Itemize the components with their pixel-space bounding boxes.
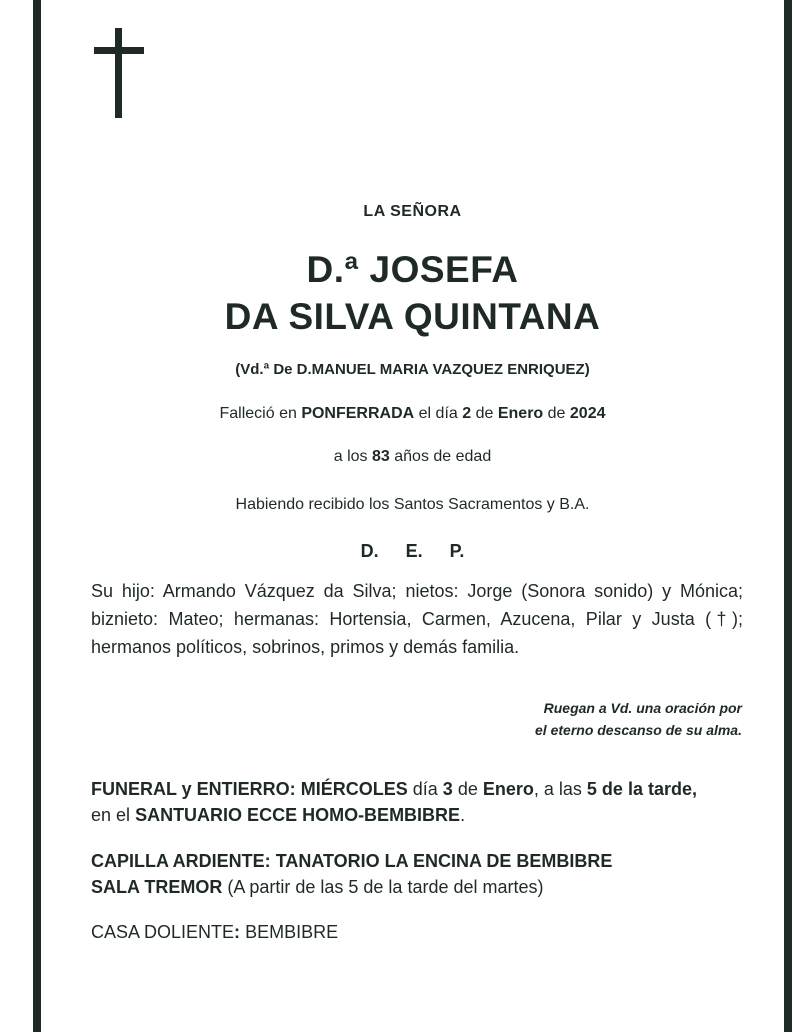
title-line: LA SEÑORA — [363, 203, 462, 220]
death-line: Falleció en PONFERRADA el día 2 de Enero de 2024 — [219, 405, 606, 422]
wake-room: SALA TREMOR — [91, 877, 223, 897]
wake-info: CAPILLA ARDIENTE: TANATORIO LA ENCINA DE BEMBIBRE SALA TREMOR (A partir de las 5 de la tarde del martes) — [91, 851, 613, 897]
death-day: 2 — [462, 405, 472, 422]
prayer-request: Ruegan a Vd. una oración por el eterno descanso de su alma. — [535, 700, 742, 738]
widow-of: (Vd.ª De D.MANUEL MARIA VAZQUEZ ENRIQUEZ) — [235, 361, 590, 378]
age-years: 83 — [372, 448, 390, 465]
funeral-label: FUNERAL y ENTIERRO: — [91, 779, 296, 799]
wake-place: TANATORIO LA ENCINA DE BEMBIBRE — [275, 851, 613, 871]
death-place: PONFERRADA — [301, 405, 415, 422]
death-month: Enero — [497, 405, 544, 422]
funeral-info: FUNERAL y ENTIERRO: MIÉRCOLES día 3 de Enero, a las 5 de la tarde, en el SANTUARIO ECCE HOMO-BEMBIBRE. — [91, 779, 697, 825]
death-year: 2024 — [569, 405, 606, 422]
latin-cross-icon — [94, 28, 144, 118]
funeral-weekday: MIÉRCOLES — [300, 779, 408, 799]
left-border-bar — [33, 0, 41, 1032]
deceased-name — [41, 246, 784, 340]
house-of-mourning: CASA DOLIENTE: BEMBIBRE — [91, 922, 339, 942]
right-border-bar — [784, 0, 792, 1032]
family-paragraph: Su hijo: Armando Vázquez da Silva; nietos: Jorge (Sonora sonido) y Mónica; biznieto: Mateo; hermanas: Hortensia, Carmen, Azucena, Pilar y Justa (†); hermanos políticos, sobrinos, primos y demás familia. — [91, 581, 743, 657]
name-line-1: D.ª JOSEFA — [306, 249, 519, 290]
sacraments-line: Habiendo recibido los Santos Sacramentos y B.A. — [235, 496, 590, 513]
funeral-place: SANTUARIO ECCE HOMO-BEMBIBRE — [135, 805, 461, 825]
age-line: a los 83 años de edad — [333, 448, 492, 465]
rip-line: D. E. P. — [360, 541, 465, 561]
name-line-2: DA SILVA QUINTANA — [224, 296, 601, 337]
